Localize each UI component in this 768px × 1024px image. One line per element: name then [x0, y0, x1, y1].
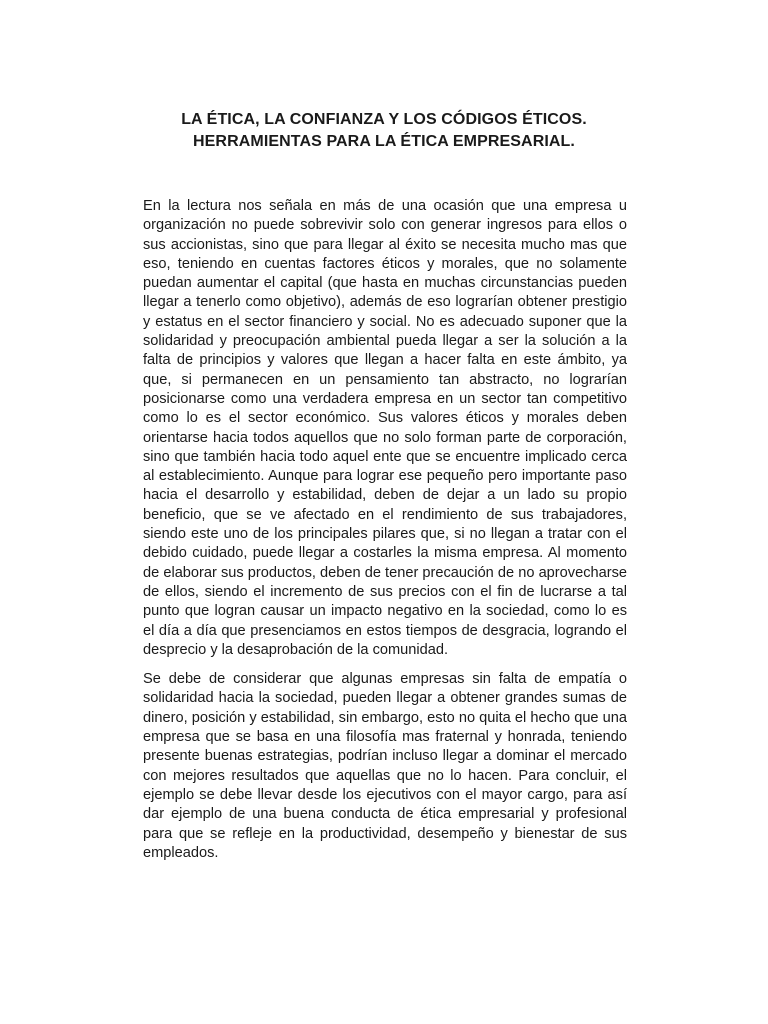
title-line-2: HERRAMIENTAS PARA LA ÉTICA EMPRESARIAL.	[193, 133, 575, 150]
document-body	[143, 197, 627, 863]
title-line-1: LA ÉTICA, LA CONFIANZA Y LOS CÓDIGOS ÉTICOS.	[181, 111, 587, 128]
document-title	[120, 109, 648, 153]
paragraph-2: Se debe de considerar que algunas empresas sin falta de empatía o solidaridad hacia la sociedad, pueden llegar a obtener grandes sumas de dinero, posición y estabilidad, sin embargo, esto no quita el hecho que una empresa que se basa en una filosofía mas fraternal y honrada, teniendo presente buenas estrategias, podrían incluso llegar a dominar el mercado con mejores resultados que aquellas que no lo hacen. Para concluir, el ejemplo se debe llevar desde los ejecutivos con el mayor cargo, para así dar ejemplo de una buena conducta de ética empresarial y profesional para que se refleje en la productividad, desempeño y bienestar de sus empleados.	[143, 671, 627, 861]
paragraph-1: En la lectura nos señala en más de una ocasión que una empresa u organización no puede sobrevivir solo con generar ingresos para ellos o sus accionistas, sino que para llegar al éxito se necesita mucho mas que eso, teniendo en cuentas factores éticos y morales, que no solamente puedan aumentar el capital (que hasta en muchas circunstancias pueden llegar a tenerlo como objetivo), además de eso lograrían obtener prestigio y estatus en el sector financiero y social. No es adecuado suponer que la solidaridad y preocupación ambiental pueda llegar a ser la solución a la falta de principios y valores que llegan a hacer falta en este ámbito, ya que, si permanecen en un pensamiento tan abstracto, no lograrían posicionarse como una verdadera empresa en un sector tan competitivo como lo es el sector económico. Sus valores éticos y morales deben orientarse hacia todos aquellos que no solo forman parte de corporación, sino que también hacia todo aquel ente que se encuentre implicado cerca al establecimiento. Aunque para lograr ese pequeño pero importante paso hacia el desarrollo y estabilidad, deben de dejar a un lado su propio beneficio, que se ve afectado en el rendimiento de sus trabajadores, siendo este uno de los principales pilares que, si no llegan a tratar con el debido cuidado, puede llegar a costarles la misma empresa. Al momento de elaborar sus productos, deben de tener precaución de no aprovecharse de ellos, siendo el incremento de sus precios con el fin de lucrarse a tal punto que logran causar un impacto negativo en la sociedad, como lo es el día a día que presenciamos en estos tiempos de desgracia, logrando el desprecio y la desaprobación de la comunidad.	[143, 198, 627, 658]
